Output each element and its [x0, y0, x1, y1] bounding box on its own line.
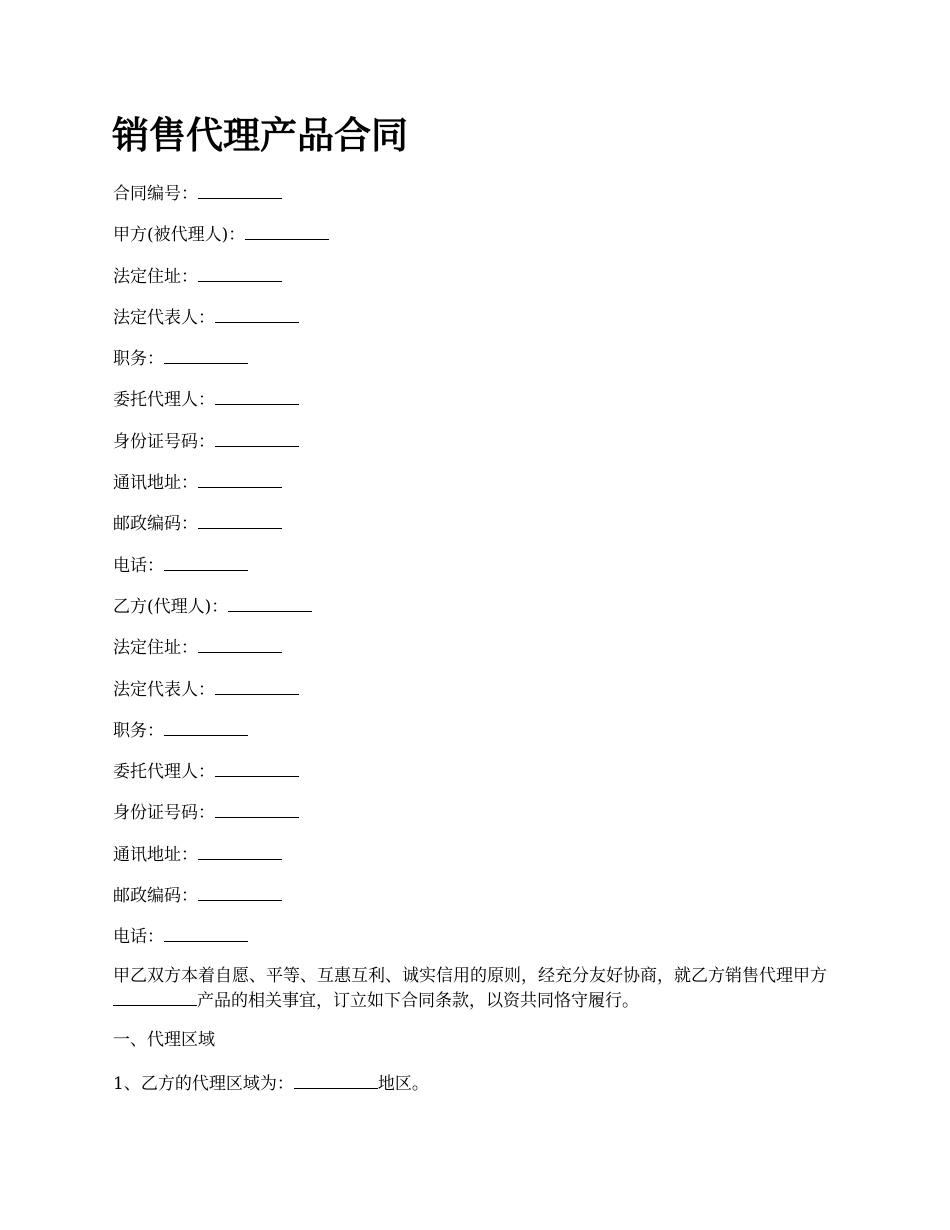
- field-party-a-address: [113, 263, 329, 304]
- document-title: 销售代理产品合同: [112, 114, 408, 157]
- field-label: 委托代理人：: [113, 390, 215, 411]
- field-label: 身份证号码：: [113, 431, 215, 452]
- field-party-b-phone: [113, 923, 329, 964]
- field-label: 邮政编码：: [113, 514, 198, 535]
- field-party-a-legal-rep: [113, 304, 329, 345]
- field-party-a-id-number: [113, 428, 329, 469]
- field-label: 乙方(代理人)：: [113, 596, 229, 617]
- fill-blank: [164, 717, 248, 736]
- party-info-fields: [113, 180, 329, 965]
- field-label: 委托代理人：: [113, 762, 215, 783]
- field-party-b-agent: [113, 758, 329, 799]
- fill-blank: [215, 386, 299, 405]
- field-label: 电话：: [113, 927, 164, 948]
- field-party-a-agent: [113, 386, 329, 427]
- field-party-b-mailing-address: [113, 841, 329, 882]
- field-label: 职务：: [113, 720, 164, 741]
- field-label: 电话：: [113, 555, 164, 576]
- field-contract-number: [113, 180, 329, 221]
- field-party-a-mailing-address: [113, 469, 329, 510]
- intro-text-after: 产品的相关事宜，订立如下合同条款，以资共同恪守履行。: [197, 991, 639, 1011]
- field-party-b-id-number: [113, 799, 329, 840]
- fill-blank: [215, 428, 299, 447]
- fill-blank: [198, 263, 282, 282]
- field-party-b-position: [113, 717, 329, 758]
- field-label: 合同编号：: [113, 184, 198, 204]
- fill-blank: [215, 304, 299, 323]
- intro-paragraph: [113, 965, 843, 1012]
- section-heading: 一、代理区域: [113, 1030, 215, 1050]
- fill-blank: [228, 593, 312, 612]
- field-party-b-legal-rep: [113, 676, 329, 717]
- fill-blank: [113, 987, 197, 1006]
- field-party-a-phone: [113, 552, 329, 593]
- field-label: 通讯地址：: [113, 473, 198, 494]
- clause-text-before: 1、乙方的代理区域为：: [113, 1074, 294, 1094]
- field-label: 通讯地址：: [113, 844, 198, 865]
- fill-blank: [164, 345, 248, 364]
- field-party-b-name: [113, 593, 329, 634]
- field-label: 法定代表人：: [113, 307, 215, 328]
- field-party-a-name: [113, 221, 329, 262]
- fill-blank: [215, 676, 299, 695]
- fill-blank: [245, 221, 329, 240]
- field-party-b-postal-code: [113, 882, 329, 923]
- fill-blank: [294, 1070, 378, 1089]
- field-label: 甲方(被代理人)：: [113, 225, 246, 246]
- field-party-b-address: [113, 634, 329, 675]
- fill-blank: [215, 799, 299, 818]
- field-label: 邮政编码：: [113, 886, 198, 907]
- fill-blank: [198, 841, 282, 860]
- fill-blank: [198, 180, 282, 199]
- field-label: 法定代表人：: [113, 679, 215, 700]
- fill-blank: [198, 469, 282, 488]
- fill-blank: [164, 923, 248, 942]
- clause-text-after: 地区。: [377, 1074, 429, 1094]
- fill-blank: [164, 552, 248, 571]
- field-party-a-position: [113, 345, 329, 386]
- field-label: 职务：: [113, 349, 164, 370]
- fill-blank: [198, 510, 282, 529]
- field-label: 身份证号码：: [113, 803, 215, 824]
- field-party-a-postal-code: [113, 510, 329, 551]
- fill-blank: [198, 634, 282, 653]
- intro-text-before: 甲乙双方本着自愿、平等、互惠互利、诚实信用的原则，经充分友好协商，就乙方销售代理甲方: [113, 966, 827, 986]
- fill-blank: [198, 882, 282, 901]
- field-label: 法定住址：: [113, 638, 198, 659]
- clause-paragraph: [113, 1070, 843, 1095]
- fill-blank: [215, 758, 299, 777]
- field-label: 法定住址：: [113, 266, 198, 287]
